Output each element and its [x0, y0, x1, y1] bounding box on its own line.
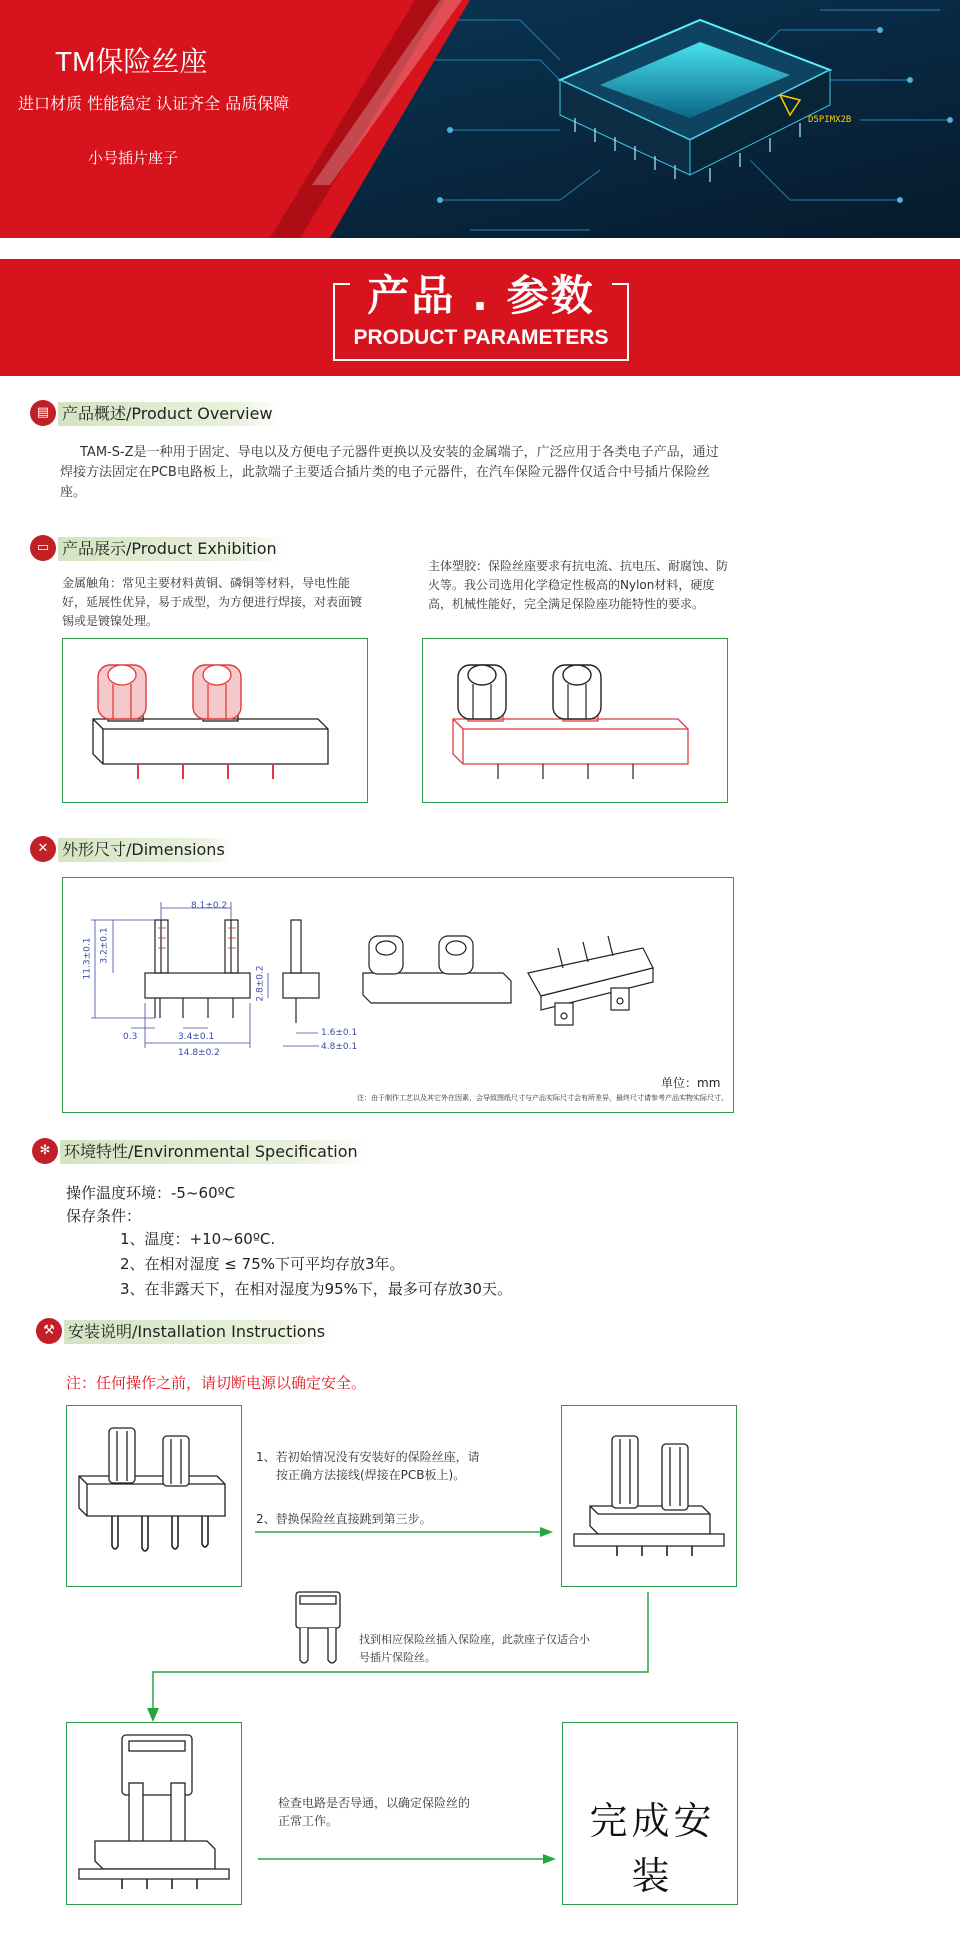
- env-storage-label: 保存条件：: [66, 1207, 142, 1225]
- step3-text-b: 号插片保险丝。: [359, 1651, 436, 1664]
- dimension-drawing-frame: [62, 877, 734, 1113]
- metal-contact-image-frame: [62, 638, 368, 803]
- step2-image-frame: [561, 1405, 737, 1587]
- env-storage-item-3: 3、在非露天下，在相对湿度为95%下，最多可存放30天。: [120, 1280, 512, 1298]
- env-storage-item-1: 1、温度：+10~60ºC.: [120, 1230, 276, 1248]
- dim-label-8: 1.6±0.1: [321, 1028, 358, 1038]
- hero-banner: [0, 0, 960, 238]
- section-banner-title-cn: 产品 . 参数: [367, 271, 595, 320]
- exhibition-heading-label: 产品展示/Product Exhibition: [58, 537, 285, 561]
- step4-image-frame: [66, 1722, 242, 1905]
- step1-image-frame: [66, 1405, 242, 1587]
- overview-heading-label: 产品概述/Product Overview: [58, 402, 281, 426]
- exhibition-right-text: 主体塑胶：保险丝座要求有抗电流、抗电压、耐腐蚀、防火等。我公司选用化学稳定性极高的Nylon材料，硬度高，机械性能好，完全满足保险座功能特性的要求。: [428, 559, 729, 611]
- fuse-holder-metal-highlight-image: [63, 639, 366, 801]
- arrow-right-icon: [258, 1853, 558, 1865]
- step1-text-b: 按正确方法接线(焊接在PCB板上)。: [276, 1468, 466, 1482]
- banner-subtitle: 进口材质 性能稳定 认证齐全 品质保障: [18, 94, 290, 113]
- installation-warning: 注：任何操作之前，请切断电源以确定安全。: [66, 1374, 367, 1392]
- dimension-note: 注：由于制作工艺以及其它外在因素，会导致图纸尺寸与产品实际尺寸会有所差异，最终尺寸请参考产品实物实际尺寸。: [357, 1094, 728, 1102]
- dimension-unit: 单位：mm: [661, 1076, 721, 1090]
- fuse-holder-on-pcb-image: [67, 1406, 240, 1585]
- document-icon: ▤: [30, 400, 56, 426]
- monitor-icon: ▭: [30, 535, 56, 561]
- dim-label-1: 8.1±0.2: [191, 901, 228, 911]
- dim-label-3: 3.2±0.1: [99, 927, 110, 964]
- banner-title: TM保险丝座: [55, 46, 208, 77]
- install-complete-label: 完成安装: [589, 1799, 716, 1898]
- dim-label-4: 0.3: [123, 1032, 138, 1042]
- fuse-holder-plastic-highlight-image: [423, 639, 726, 801]
- step3-text-a: 找到相应保险丝插入保险座，此款座子仅适合小: [359, 1633, 590, 1646]
- step4-text-b: 正常工作。: [278, 1814, 339, 1828]
- dim-label-9: 4.8±0.1: [321, 1042, 358, 1052]
- ruler-icon: ✕: [30, 836, 56, 862]
- fuse-holder-mounted-image: [562, 1406, 735, 1585]
- overview-body: TAM-S-Z是一种用于固定、导电以及方便电子元器件更换以及安装的金属端子，广泛应用于各类电子产品，通过焊接方法固定在PCB电路板上，此款端子主要适合插片类的电子元器件，在汽车保险元器件仅适合中号插片保险丝座。: [60, 445, 719, 500]
- dimension-drawing: [63, 878, 732, 1111]
- banner-model: 小号插片座子: [88, 149, 179, 167]
- gear-icon: ✻: [32, 1138, 58, 1164]
- dim-label-2: 11.3±0.1: [82, 937, 93, 980]
- plastic-body-image-frame: [422, 638, 728, 803]
- dim-label-5: 3.4±0.1: [178, 1032, 215, 1042]
- installation-heading-label: 安装说明/Installation Instructions: [64, 1320, 333, 1344]
- wrench-icon: ⚒: [36, 1318, 62, 1344]
- fuse-inserted-image: [67, 1723, 240, 1903]
- exhibition-left-text: 金属触角：常见主要材料黄铜、磷铜等材料，导电性能好，延展性优异，易于成型，为方便进行焊接，对表面镀锡或是镀镍处理。: [62, 576, 363, 628]
- step2-text: 2、替换保险丝直接跳到第三步。: [256, 1512, 432, 1526]
- env-storage-item-2: 2、在相对湿度 ≤ 75%下可平均存放3年。: [120, 1255, 405, 1273]
- section-banner-title-en: PRODUCT PARAMETERS: [353, 326, 609, 349]
- arrow-right-icon: [255, 1526, 555, 1538]
- chip-label: D5PIMX2B: [808, 115, 852, 125]
- environment-heading-label: 环境特性/Environmental Specification: [60, 1140, 366, 1164]
- dim-label-6: 14.8±0.2: [178, 1048, 220, 1058]
- dim-label-7: 2.8±0.2: [255, 965, 266, 1002]
- env-operating-temp: 操作温度环境：-5~60ºC: [66, 1184, 236, 1202]
- step4-text-a: 检查电路是否导通，以确定保险丝的: [278, 1796, 471, 1810]
- step1-text-a: 1、若初始情况没有安装好的保险丝座，请: [256, 1450, 480, 1464]
- flow-connector-arrow: [145, 1592, 655, 1727]
- dimensions-heading-label: 外形尺寸/Dimensions: [58, 838, 233, 862]
